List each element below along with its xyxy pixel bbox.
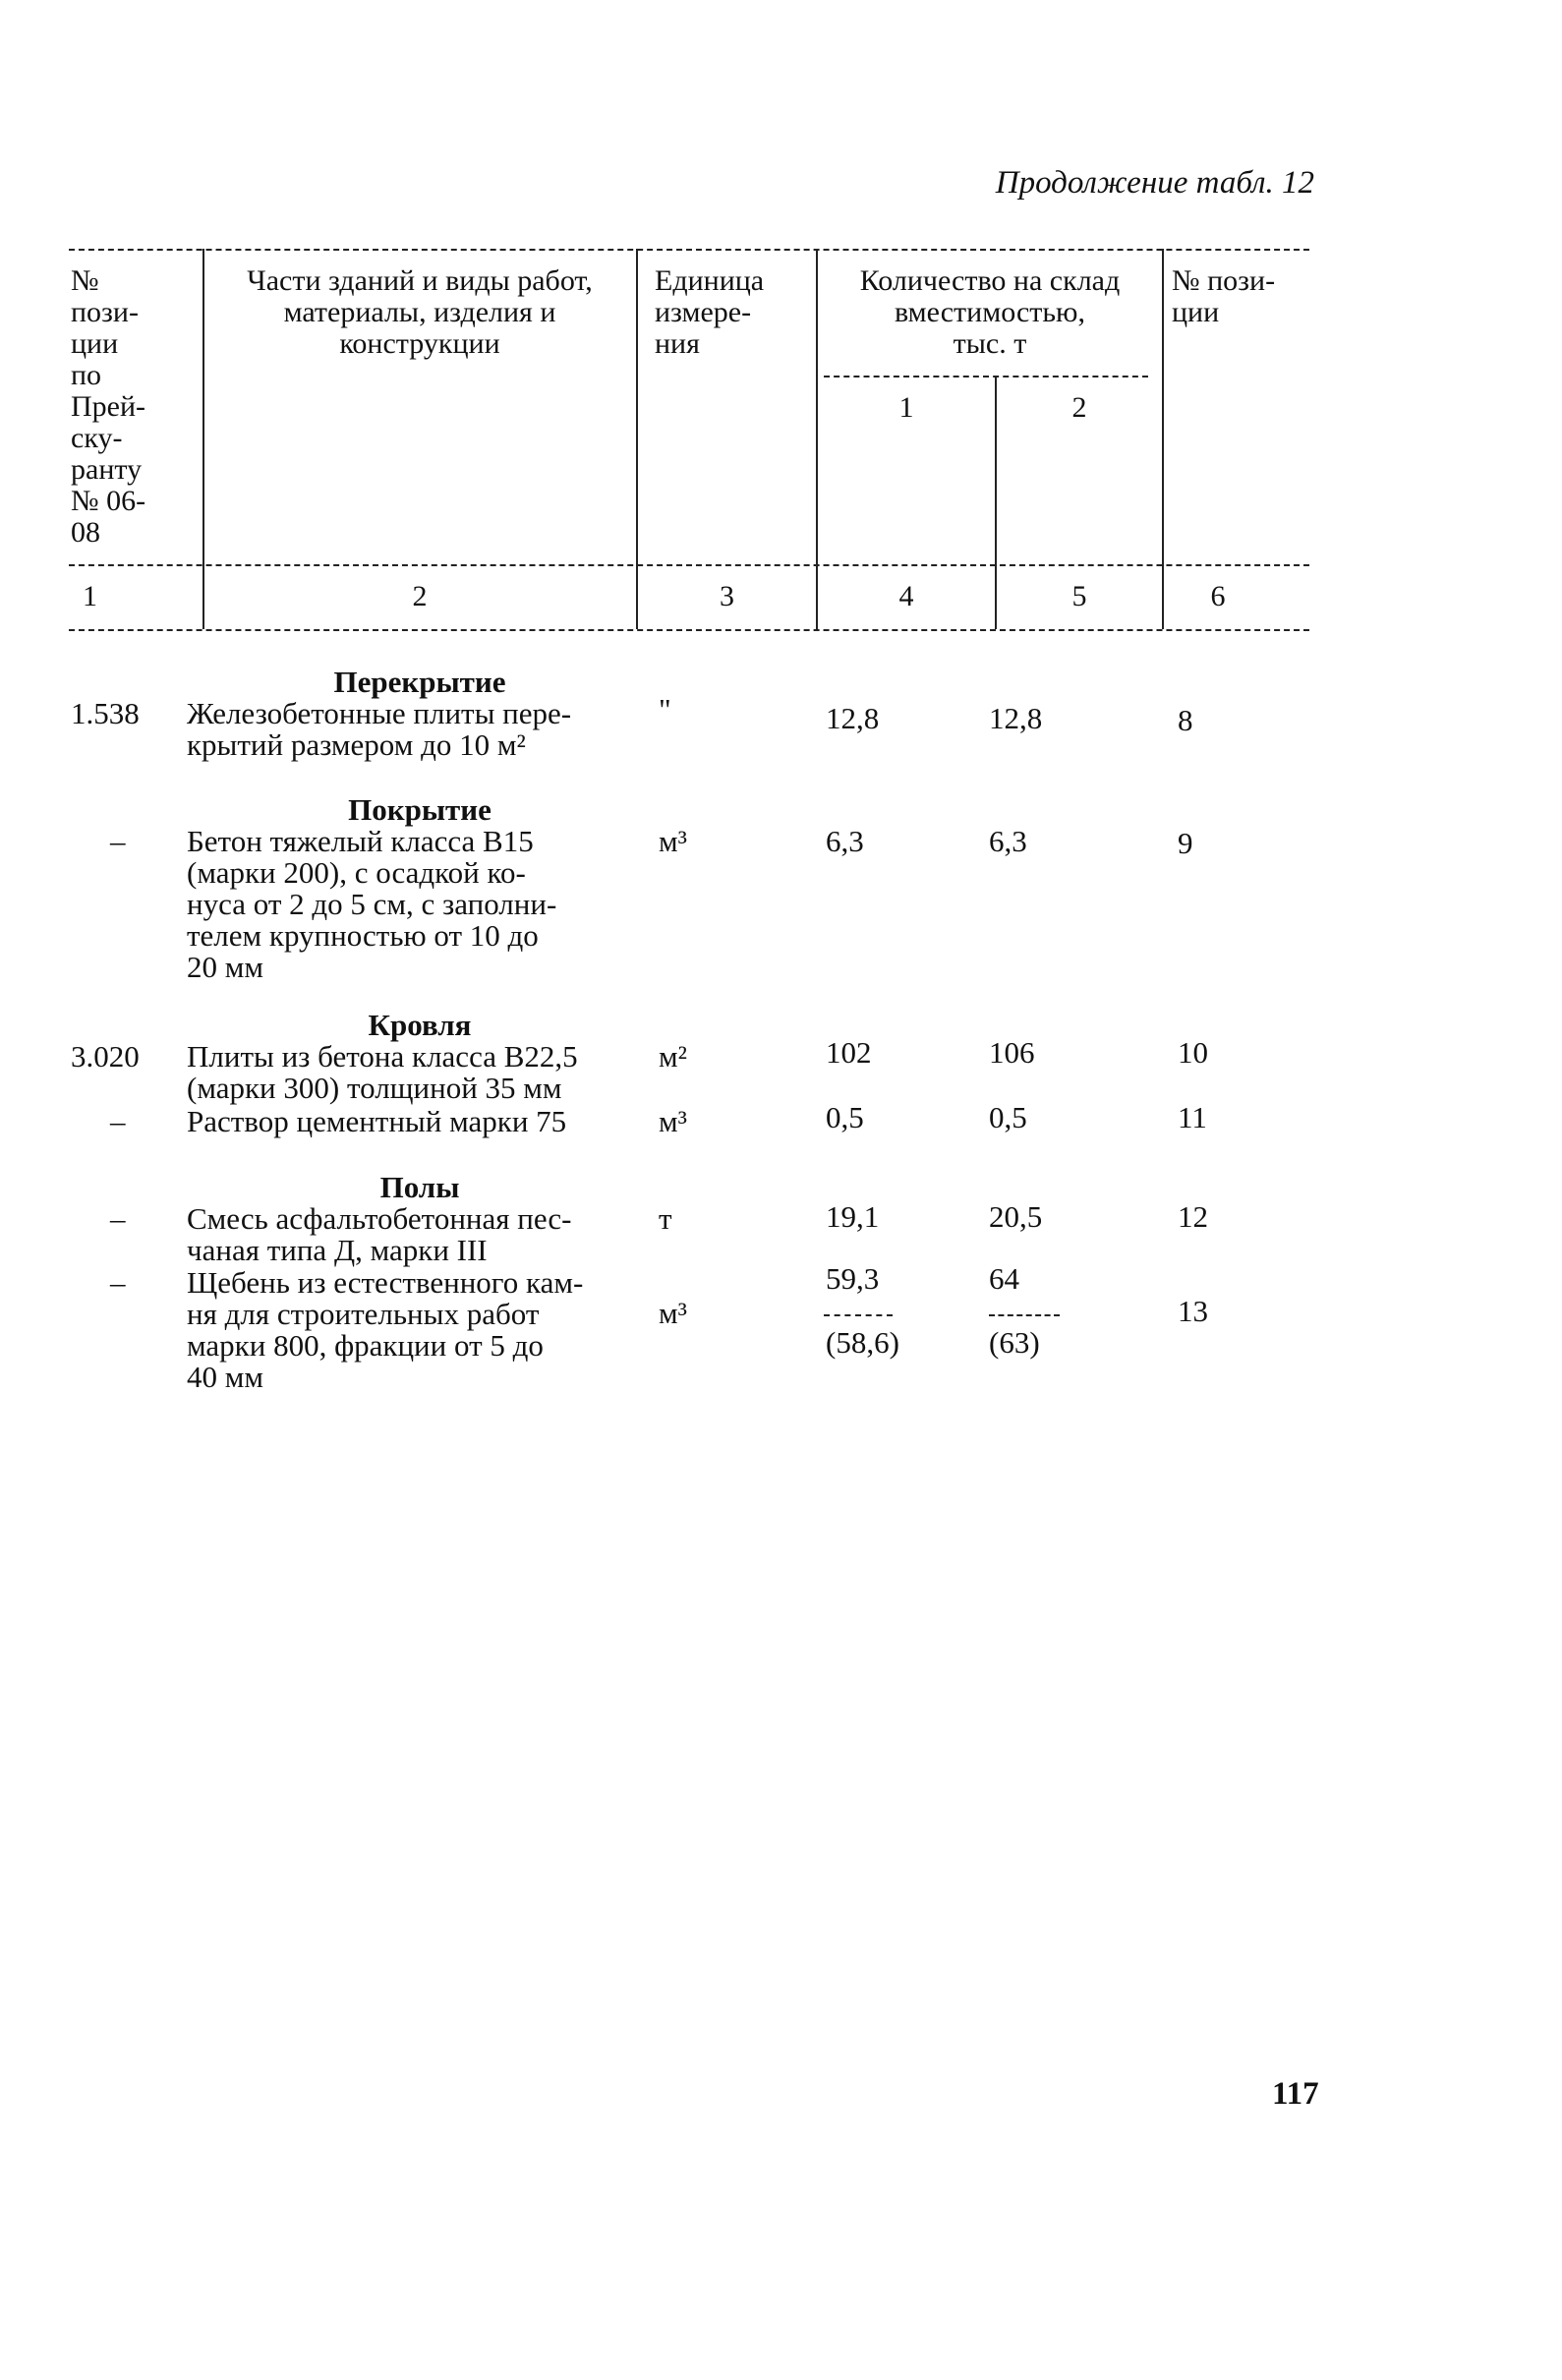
row-item-number: 13: [1178, 1294, 1208, 1328]
row-quantity-1: 6,3: [826, 824, 864, 858]
row-item-number: 8: [1178, 703, 1193, 737]
row-quantity-2: 0,5: [989, 1100, 1027, 1134]
row-description-line: нуса от 2 до 5 см, с заполни-: [187, 887, 557, 921]
numbers-bottom-rule: [69, 629, 1309, 631]
section-title: Покрытие: [348, 792, 492, 827]
section-title: Полы: [379, 1170, 460, 1204]
row-item-number: 11: [1178, 1100, 1207, 1134]
column-separator: [1162, 249, 1164, 629]
column-number-5: 5: [1071, 580, 1087, 612]
section-title: Кровля: [368, 1008, 472, 1042]
row-position: –: [110, 1201, 126, 1236]
header-quantity-sub-1: 1: [898, 391, 914, 424]
row-position: –: [110, 1265, 126, 1300]
row-item-number: 10: [1178, 1035, 1208, 1070]
row-quantity-2-numerator: 64: [989, 1261, 1019, 1296]
table-caption: Продолжение табл. 12: [995, 165, 1314, 201]
row-description-line: Смесь асфальтобетонная пес-: [187, 1201, 572, 1236]
column-number-3: 3: [720, 580, 734, 612]
row-quantity-1-denominator: (58,6): [826, 1325, 899, 1360]
fraction-bar: [989, 1314, 1060, 1316]
row-quantity-1: 0,5: [826, 1100, 864, 1134]
row-quantity-2: 20,5: [989, 1199, 1043, 1234]
row-description-line: телем крупностью от 10 до: [187, 918, 539, 953]
row-quantity-2-denominator: (63): [989, 1325, 1040, 1360]
section-title: Перекрытие: [333, 665, 506, 699]
row-unit: м³: [659, 1296, 687, 1330]
row-description-line: 40 мм: [187, 1360, 263, 1394]
row-description-line: Бетон тяжелый класса В15: [187, 824, 534, 858]
row-quantity-2: 12,8: [989, 701, 1043, 735]
row-unit: т: [659, 1201, 672, 1236]
row-description-line: Раствор цементный марки 75: [187, 1104, 567, 1138]
row-description-line: (марки 200), с осадкой ко-: [187, 855, 526, 890]
row-quantity-2: 106: [989, 1035, 1035, 1070]
row-quantity-1: 102: [826, 1035, 872, 1070]
row-unit: м²: [659, 1039, 687, 1074]
row-quantity-1-numerator: 59,3: [826, 1261, 880, 1296]
row-item-number: 9: [1178, 826, 1193, 860]
fraction-bar: [824, 1314, 893, 1316]
column-number-1: 1: [83, 580, 97, 612]
row-description-line: крытий размером до 10 м²: [187, 727, 526, 762]
row-description-line: марки 800, фракции от 5 до: [187, 1328, 544, 1363]
header-top-rule: [69, 249, 1309, 251]
row-description-line: Плиты из бетона класса В22,5: [187, 1039, 578, 1074]
row-description-line: Железобетонные плиты пере-: [187, 696, 572, 730]
row-position: –: [110, 1104, 126, 1138]
header-bottom-rule: [69, 564, 1309, 566]
row-quantity-2: 6,3: [989, 824, 1027, 858]
row-description-line: ня для строительных работ: [187, 1297, 540, 1331]
page-number: 117: [1272, 2076, 1319, 2112]
row-quantity-1: 12,8: [826, 701, 880, 735]
page: Продолжение табл. 12 № пози- ции по Прей- ску- ранту № 06- 08 Части зданий и виды работ, материалы, изделия и конструкции Единица измере- ния Количество на склад вместимостью, тыс. т 1 2 № пози- ции 1 2 3 4 5 6 Перекрытие 1.538 Железобетонные плиты пере- крытий размером до 10 м² " 12,8 12,8 8 Покрытие – Бетон тяжелый класса В15 (марки 200), с осадкой ко- нуса от 2 до 5 см, с заполни- телем крупностью от 10 до 20 мм м³ 6,3 6,3 9 Кровля 3.020 Плиты из бетона класса В22,5 (марки 300) толщиной 35 мм м² 102 106 10 – Раствор цементный марки 75 м³ 0,5 0,5 11 Полы – Смесь асфальтобетонная пес- чаная типа Д, марки III т 19,1 20,5 12 – Щебень из естественного кам- ня для строительных работ марки 800, фракции от 5 до 40 мм м³ 59,3 (58,6) 64 (63) 13 117: [71, 165, 1319, 2112]
row-position: 1.538: [71, 696, 140, 730]
column-separator: [636, 249, 638, 629]
row-description-line: чаная типа Д, марки III: [187, 1233, 488, 1267]
quantity-sub-rule: [824, 376, 1148, 377]
column-number-2: 2: [412, 580, 428, 612]
header-quantity-sub-2: 2: [1071, 391, 1087, 424]
column-number-6: 6: [1210, 580, 1226, 612]
row-quantity-1: 19,1: [826, 1199, 880, 1234]
row-description-line: (марки 300) толщиной 35 мм: [187, 1071, 562, 1105]
row-item-number: 12: [1178, 1199, 1208, 1234]
row-position: 3.020: [71, 1039, 140, 1074]
row-unit: ": [659, 692, 671, 726]
row-description-line: Щебень из естественного кам-: [187, 1265, 584, 1300]
row-unit: м³: [659, 1104, 687, 1138]
row-position: –: [110, 824, 126, 858]
column-number-4: 4: [898, 580, 914, 612]
row-unit: м³: [659, 824, 687, 858]
row-description-line: 20 мм: [187, 950, 263, 984]
